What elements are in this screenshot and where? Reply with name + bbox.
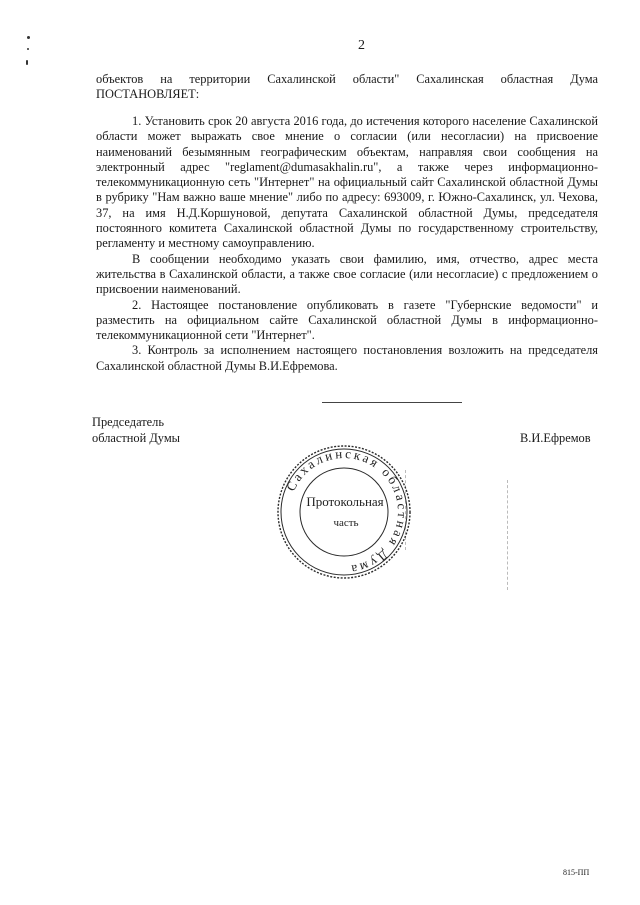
binding-mark [26, 60, 28, 65]
stamp-center-line1: Протокольная [306, 494, 384, 509]
intro-paragraph: объектов на территории Сахалинской области" Сахалинская областная Дума ПОСТАНОВЛЯЕТ: [96, 72, 598, 102]
signatory-name: В.И.Ефремов [520, 431, 591, 445]
paragraph-2: 2. Настоящее постановление опубликовать в газете "Губернские ведомости" и разместить на официальном сайте Сахалинской областной Думы в информационно-телекоммуникационной сети "Интернет". [96, 297, 598, 343]
paragraph-3: 3. Контроль за исполнением настоящего постановления возложить на председателя Сахалинской областной Думы В.И.Ефремова. [96, 343, 598, 373]
paragraph-1: 1. Установить срок 20 августа 2016 года, до истечения которого население Сахалинской области может выражать свое мнение о согласии (или несогласии) на присвоение наименований безымянным географическим объектам, направляя свои сообщения на электронный адрес "reglament@dumasakhalin.ru", а также через информационно-телекоммуникационную сеть "Интернет" на официальный сайт Сахалинской областной Думы в рубрику "Нам важно ваше мнение" либо по адресу: 693009, г. Южно-Сахалинск, ул. Чехова, 37, на имя Н.Д.Коршуновой, депутата Сахалинской областной Думы, председателя постоянного комитета Сахалинской областной Думы по государственному строительству, регламенту и местному самоуправлению. [96, 114, 598, 251]
document-code: 815-ПП [563, 868, 590, 877]
binding-mark [27, 48, 29, 50]
intro-text [96, 72, 598, 103]
signatory-title-line2: областной Думы [92, 431, 180, 445]
signatory-title [92, 414, 180, 446]
scan-artifact-line [507, 480, 508, 590]
paragraph-1-note: В сообщении необходимо указать свои фамилию, имя, отчество, адрес места жительства в Сахалинской области, а также свое согласие (или несогласие) с предложением о присвоении наименований. [96, 251, 598, 297]
resolution-body [96, 114, 598, 374]
official-stamp [274, 442, 414, 582]
stamp-ring-text: Сахалинская областная Дума [282, 445, 411, 578]
page-number: 2 [358, 38, 365, 53]
stamp-center-line2: часть [333, 517, 359, 529]
signatory-title-line1: Председатель [92, 415, 165, 429]
binding-mark [27, 36, 30, 39]
signature-line [322, 402, 462, 403]
